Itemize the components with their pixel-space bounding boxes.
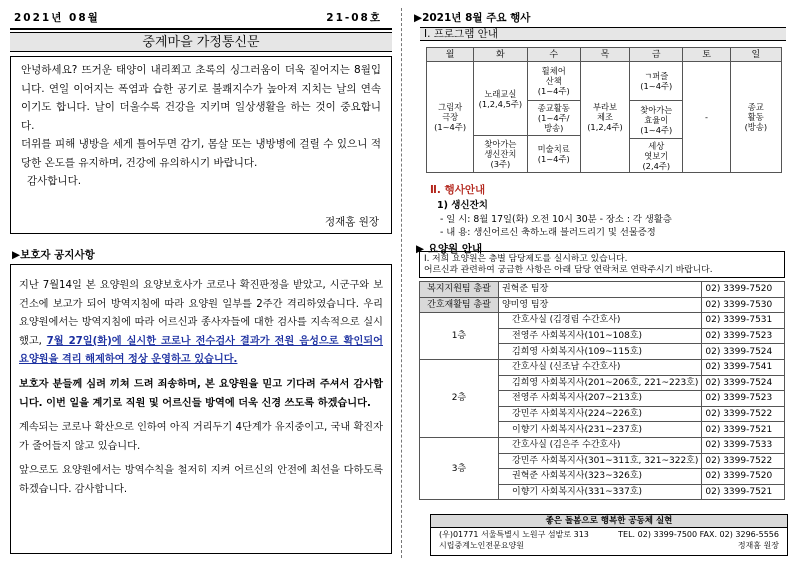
footer-box — [430, 514, 788, 556]
phone-cell: 02) 3399-7522 — [702, 406, 785, 422]
notice-text: 지난 7월14일 본 요양원의 요양보호사가 코로나 확진판정을 받았고, 시군구와 보건소에 보고가 되어 방역지침에 따라 요양원 일부를 2주간 격리하였습니다. 우리 요양원에서는 방역지침에 따라 어르신과 종사자들에 대한 검사를 지속적으로 실시했고, — [19, 280, 383, 347]
schedule-cell: 찾아가는 효율이 (1~4주) — [630, 101, 683, 139]
notice-paragraph-2: 보호자 분들께 심려 끼쳐 드려 죄송하며, 본 요양원을 믿고 기다려 주셔서 감사합니다. 이번 일을 계기로 직원 및 어르신들 방역에 더욱 신경 쓰도록 하겠습니다. — [19, 378, 383, 409]
staff-name-cell: 전영주 사회복지사(101~108호) — [509, 328, 702, 344]
staff-name-cell: 김희영 사회복지사(201~206호, 221~223호) — [509, 375, 702, 391]
schedule-cell: 부라보 체조 (1,2,4주) — [580, 62, 629, 173]
floor-cell: 3층 — [420, 437, 499, 499]
schedule-cell: 종교 활동 (방송) — [730, 62, 781, 173]
phone-cell: 02) 3399-7530 — [702, 297, 785, 313]
phone-cell: 02) 3399-7524 — [702, 344, 785, 360]
staff-name-cell: 강민주 사회복지사(301~311호, 321~322호) — [509, 453, 702, 469]
staff-name-cell: 양미영 팀장 — [498, 297, 701, 313]
issue-date: 2021년 08월 — [14, 12, 100, 24]
notice-paragraph-3: 계속되는 코로나 확산으로 인하여 아직 거리두기 4단계가 유지중이고, 국내 확진자가 줄어들지 않고 있습니다. — [19, 422, 383, 452]
staff-intro-line-1: Ⅰ. 저희 요양원은 층별 담당제도를 실시하고 있습니다. — [424, 254, 628, 264]
schedule-cell: 미술치료 (1~4주) — [527, 136, 580, 173]
schedule-cell: 세상 엿보기 (2,4주) — [630, 139, 683, 173]
table-row — [420, 437, 785, 453]
dept-cell: 복지지원팀 총괄 — [420, 282, 499, 298]
phone-cell: 02) 3399-7524 — [702, 375, 785, 391]
staff-heading: ▶ 요양원 안내 — [416, 243, 483, 255]
table-row — [420, 313, 785, 329]
greeting-paragraph-1: 안녕하세요? 뜨거운 태양이 내리쬐고 초록의 싱그러움이 더욱 짙어지는 8월입니다. 연일 이어지는 폭염과 습한 공기로 불쾌지수가 높아져 지치는 날의 연속이기도 합니다. 날이 더울수록 건강을 지키며 일상생활을 하는 것이 중요합니다. — [21, 64, 381, 132]
notice-heading: ▶보호자 공지사항 — [12, 249, 95, 261]
staff-name-cell: 간호사실 (김경림 수간호사) — [509, 313, 702, 329]
events-heading: ▶2021년 8월 주요 행사 — [414, 12, 531, 24]
phone-cell: 02) 3399-7533 — [702, 437, 785, 453]
dept-cell: 간호재활팀 총괄 — [420, 297, 499, 313]
staff-intro-line-2: 어르신과 관련하여 궁금한 사항은 아래 담당 연락처로 연락주시기 바랍니다. — [424, 265, 713, 275]
staff-name-cell: 이향기 사회복지사(231~237호) — [509, 422, 702, 438]
schedule-cell: ㄱ퍼즐 (1~4주) — [630, 62, 683, 101]
staff-name-cell: 권혁준 사회복지사(323~326호) — [509, 469, 702, 485]
schedule-cell: 찾아가는 생신잔치 (3주) — [474, 136, 527, 173]
greeting-box — [10, 56, 392, 234]
day-header: 일 — [730, 48, 781, 62]
column-divider — [401, 8, 402, 558]
staff-name-cell: 간호사실 (김은주 수간호사) — [509, 437, 702, 453]
schedule-cell: 휠체어 산책 (1~4주) — [527, 62, 580, 101]
staff-name-cell: 간호사실 (신조남 수간호사) — [509, 359, 702, 375]
schedule-cell: 노래교실 (1,2,4,5주) — [474, 62, 527, 136]
activity-detail-content: - 내 용: 생신어르신 축하노래 블러드리기 및 선물증정 — [440, 227, 656, 238]
phone-cell: 02) 3399-7520 — [702, 282, 785, 298]
phone-cell: 02) 3399-7520 — [702, 469, 785, 485]
day-header: 금 — [630, 48, 683, 62]
footer-organization: 시립중계노인전문요양원 — [439, 541, 525, 550]
floor-cell: 1층 — [420, 313, 499, 360]
phone-cell: 02) 3399-7521 — [702, 484, 785, 500]
staff-intro-box — [419, 251, 785, 278]
phone-cell: 02) 3399-7521 — [702, 422, 785, 438]
footer-director: 정재홈 원장 — [737, 541, 779, 550]
table-row — [420, 359, 785, 375]
schedule-cell: 종교활동 (1~4주/ 방송) — [527, 101, 580, 136]
notice-paragraph-1 — [19, 277, 383, 370]
table-row — [420, 297, 785, 313]
activity-section-title: Ⅱ. 행사안내 — [430, 184, 486, 196]
program-section-title: Ⅰ. 프로그램 안내 — [420, 27, 786, 41]
phone-cell: 02) 3399-7541 — [702, 359, 785, 375]
notice-paragraph-4: 앞으로도 요양원에서는 방역수칙을 철저히 지켜 어르신의 안전에 최선을 다하도록 하겠습니다. 감사합니다. — [19, 465, 383, 495]
staff-name-cell: 전영주 사회복지사(207~213호) — [509, 391, 702, 407]
footer-slogan: 좋은 돌봄으로 행복한 공동체 실현 — [431, 515, 787, 528]
table-row — [420, 282, 785, 298]
phone-cell: 02) 3399-7523 — [702, 391, 785, 407]
program-schedule-table — [426, 47, 782, 173]
day-header: 월 — [427, 48, 474, 62]
activity-detail-time: - 일 시: 8월 17일(화) 오전 10시 30분 - 장소 : 각 생활층 — [440, 214, 672, 225]
phone-cell: 02) 3399-7531 — [702, 313, 785, 329]
floor-cell: 2층 — [420, 359, 499, 437]
notice-box — [10, 264, 392, 554]
schedule-cell: - — [683, 62, 730, 173]
phone-cell: 02) 3399-7523 — [702, 328, 785, 344]
day-header: 화 — [474, 48, 527, 62]
staff-contact-table — [419, 281, 785, 500]
notice-highlight: 7월 27일(화)에 실시한 코로나 전수검사 결과가 전원 음성으로 확인되어 요양원을 격리 해제하여 정상 운영하고 있습니다. — [19, 335, 383, 366]
issue-number: 21-08호 — [326, 12, 382, 24]
footer-contact: TEL. 02) 3399-7500 FAX. 02) 3296-5556 — [618, 530, 779, 539]
page-title: 중계마을 가정통신문 — [10, 32, 392, 52]
day-header: 목 — [580, 48, 629, 62]
greeting-signature: 정재홈 원장 — [324, 215, 379, 228]
phone-cell: 02) 3399-7522 — [702, 453, 785, 469]
staff-name-cell: 권혁준 팀장 — [498, 282, 701, 298]
staff-name-cell: 강민주 사회복지사(224~226호) — [509, 406, 702, 422]
staff-name-cell: 김희영 사회복지사(109~115호) — [509, 344, 702, 360]
greeting-paragraph-2: 더위를 피해 냉방을 세게 틀어두면 감기, 몸살 또는 냉방병에 걸릴 수 있으니 적당한 온도를 유지하며, 건강에 유의하시기 바랍니다. — [21, 138, 381, 169]
schedule-cell: 그림자 극장 (1~4주) — [427, 62, 474, 173]
activity-subtitle: 1) 생신잔치 — [437, 200, 488, 211]
newsletter-date-line — [14, 10, 390, 26]
greeting-thanks: 감사합니다. — [27, 175, 82, 187]
day-header: 수 — [527, 48, 580, 62]
day-header: 토 — [683, 48, 730, 62]
header-rule — [10, 28, 392, 30]
footer-address: (우)01771 서울특별시 노원구 섬밭로 313 — [439, 530, 589, 539]
staff-name-cell: 이향기 사회복지사(331~337호) — [509, 484, 702, 500]
